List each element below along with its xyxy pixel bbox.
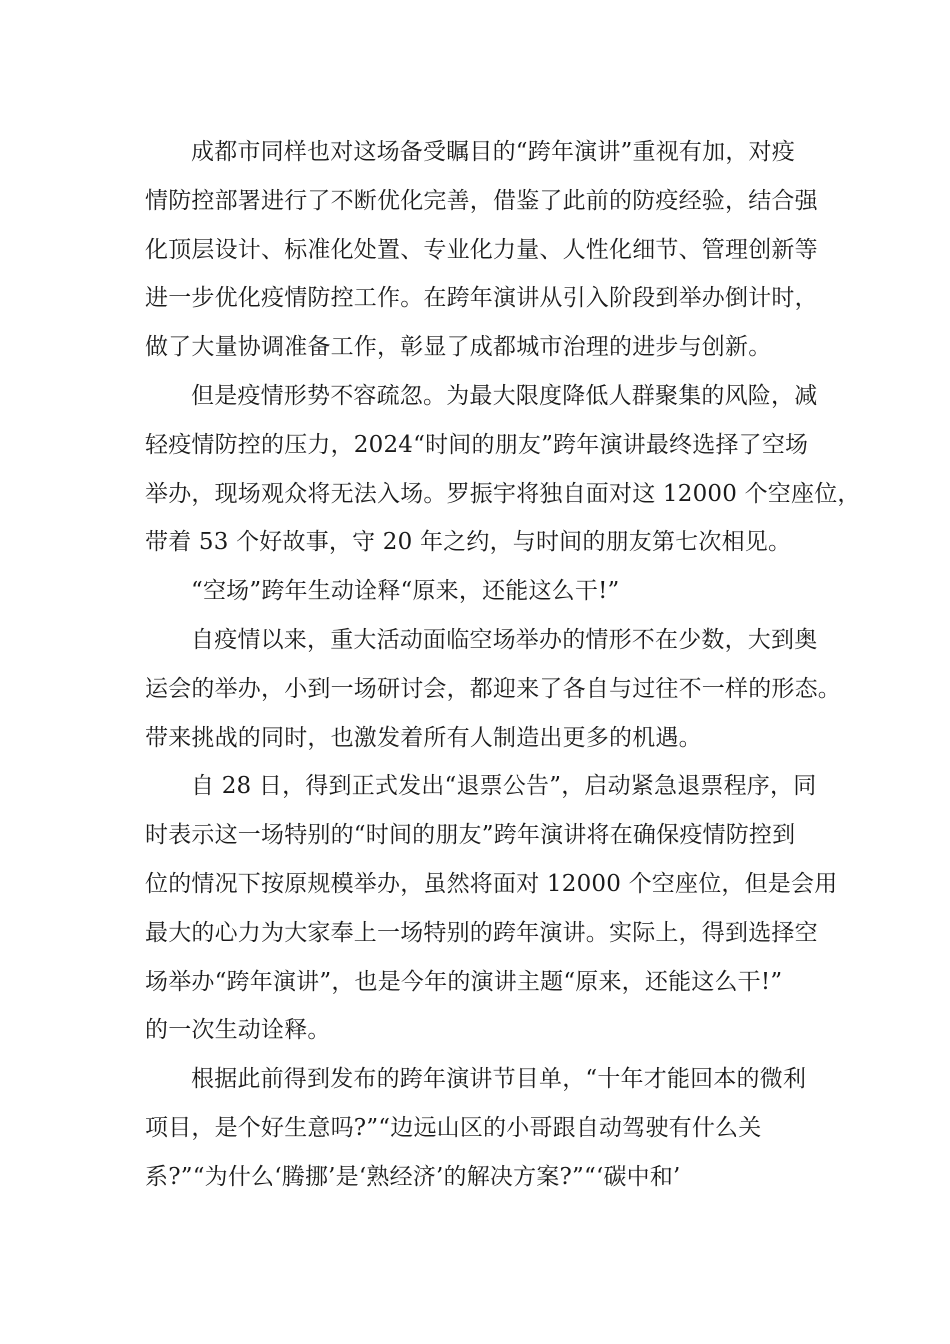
paragraph-line: 的一次生动诠释。: [145, 1017, 331, 1044]
paragraph-line: 化顶层设计、标准化处置、专业化力量、人性化细节、管理创新等: [145, 236, 818, 263]
paragraph-line: 做了大量协调准备工作，彰显了成都城市治理的进步与创新。: [145, 334, 772, 361]
paragraph-line: 项目，是个好生意吗?”“边远山区的小哥跟自动驾驶有什么关: [145, 1114, 762, 1141]
paragraph-line: 时表示这一场特别的“时间的朋友”跨年演讲将在确保疫情防控到: [145, 822, 796, 849]
paragraph-line: 根据此前得到发布的跨年演讲节目单，“十年才能回本的微利: [191, 1066, 807, 1093]
paragraph-line: 举办，现场观众将无法入场。罗振宇将独自面对这 12000 个空座位，: [145, 480, 861, 507]
paragraph-line: 带着 53 个好故事，守 20 年之约，与时间的朋友第七次相见。: [145, 529, 792, 556]
paragraph-line: 成都市同样也对这场备受瞩目的“跨年演讲”重视有加，对疫: [191, 139, 795, 165]
paragraph-line: 场举办“跨年演讲”，也是今年的演讲主题“原来，还能这么干!”: [145, 968, 783, 995]
paragraph-line: 运会的举办，小到一场研讨会，都迎来了各自与过往不一样的形态。: [145, 675, 841, 702]
paragraph-line: 但是疫情形势不容疏忽。为最大限度降低人群聚集的风险，减: [191, 382, 818, 409]
paragraph-line: 情防控部署进行了不断优化完善，借鉴了此前的防疫经验，结合强: [145, 187, 818, 214]
document-body: [145, 128, 861, 1202]
section-heading: “空场”跨年生动诠释“原来，还能这么干!”: [191, 578, 620, 605]
paragraph-line: 带来挑战的同时，也激发着所有人制造出更多的机遇。: [145, 724, 702, 751]
paragraph-line: 轻疫情防控的压力，2024“时间的朋友”跨年演讲最终选择了空场: [145, 431, 809, 458]
paragraph-line: 位的情况下按原规模举办，虽然将面对 12000 个空座位，但是会用: [145, 870, 838, 897]
paragraph-line: 最大的心力为大家奉上一场特别的跨年演讲。实际上，得到选择空: [145, 919, 818, 946]
paragraph-line: 自 28 日，得到正式发出“退票公告”，启动紧急退票程序，同: [191, 773, 817, 800]
paragraph-line: 进一步优化疫情防控工作。在跨年演讲从引入阶段到举办倒计时，: [145, 285, 818, 312]
paragraph-line: 系?”“为什么‘腾挪’是‘熟经济’的解决方案?”“‘碳中和’: [145, 1163, 681, 1190]
paragraph-line: 自疫情以来，重大活动面临空场举办的情形不在少数，大到奥: [191, 626, 818, 653]
